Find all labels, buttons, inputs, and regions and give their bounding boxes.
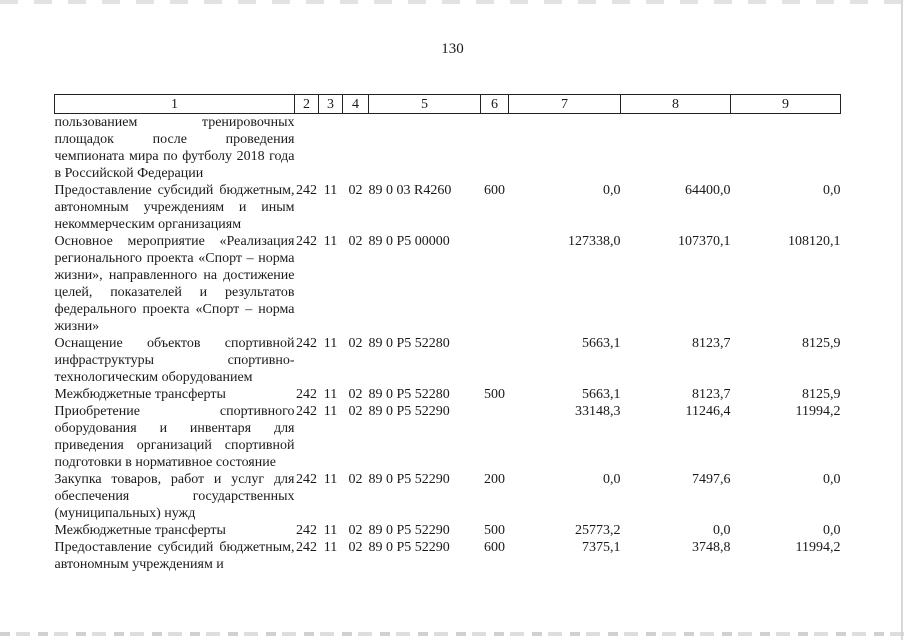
row-description: Приобретение спортивного оборудования и инвентаря для приведения организаций спортивной подготовки в нормативное состояние xyxy=(54,404,295,470)
cell-col4 xyxy=(343,114,369,183)
cell-col3: 11 xyxy=(323,523,338,538)
cell-col3 xyxy=(319,114,343,183)
cell-col4: 02 xyxy=(348,404,363,419)
cell-col2: 242 xyxy=(296,540,317,555)
cell-col9: 8125,9 xyxy=(802,336,841,351)
header-cell: 6 xyxy=(481,95,509,114)
cell-col4: 02 xyxy=(348,183,363,198)
cell-col8: 0,0 xyxy=(713,523,731,538)
cell-col5: 89 0 P5 52290 xyxy=(368,404,450,419)
table-row xyxy=(55,335,841,386)
cell-col5: 89 0 P5 52280 xyxy=(368,336,450,351)
cell-col2: 242 xyxy=(296,472,317,487)
row-description: Оснащение объектов спортивной инфраструктуры спортивно-технологическим оборудованием xyxy=(54,336,295,385)
cell-col4: 02 xyxy=(348,540,363,555)
row-description: Межбюджетные трансферты xyxy=(54,387,226,402)
table-row xyxy=(55,522,841,539)
cell-col3: 11 xyxy=(323,234,338,249)
cell-col2: 242 xyxy=(296,404,317,419)
cell-col4: 02 xyxy=(348,336,363,351)
header-cell: 7 xyxy=(509,95,621,114)
cell-col8: 64400,0 xyxy=(685,183,731,198)
table-row xyxy=(55,386,841,403)
cell-col3: 11 xyxy=(323,472,338,487)
row-description: Предоставление субсидий бюджетным, автономным учреждениям и xyxy=(54,540,295,572)
cell-col2: 242 xyxy=(296,234,317,249)
cell-col9: 0,0 xyxy=(823,523,841,538)
cell-col7 xyxy=(509,114,621,183)
cell-col3: 11 xyxy=(323,404,338,419)
cell-col2: 242 xyxy=(296,387,317,402)
cell-col9: 108120,1 xyxy=(788,234,841,249)
cell-col7: 5663,1 xyxy=(582,336,621,351)
cell-col8: 8123,7 xyxy=(692,336,731,351)
cell-col7: 5663,1 xyxy=(582,387,621,402)
cell-col5: 89 0 P5 52290 xyxy=(368,472,450,487)
cell-col5 xyxy=(369,114,481,183)
row-description: Межбюджетные трансферты xyxy=(54,523,226,538)
cell-col8: 3748,8 xyxy=(692,540,731,555)
cell-col9 xyxy=(731,114,841,183)
header-cell: 3 xyxy=(319,95,343,114)
cell-col5: 89 0 P5 52280 xyxy=(368,387,450,402)
cell-col8: 8123,7 xyxy=(692,387,731,402)
cell-col4: 02 xyxy=(348,387,363,402)
cell-col3: 11 xyxy=(323,336,338,351)
header-cell: 4 xyxy=(343,95,369,114)
cell-col3: 11 xyxy=(323,387,338,402)
table-row xyxy=(55,471,841,522)
row-description: Предоставление субсидий бюджетным, автономным учреждениям и иным некоммерческим организациям xyxy=(54,183,295,232)
cell-col8 xyxy=(621,114,731,183)
row-description: пользованием тренировочных площадок после проведения чемпионата мира по футболу 2018 года в Российской Федерации xyxy=(54,115,295,181)
header-cell: 1 xyxy=(55,95,295,114)
cell-col9: 11994,2 xyxy=(795,540,841,555)
table-row xyxy=(55,233,841,335)
page-number: 130 xyxy=(441,41,464,57)
budget-table xyxy=(54,94,841,573)
cell-col6 xyxy=(481,233,509,335)
cell-col9: 11994,2 xyxy=(795,404,841,419)
cell-col6: 500 xyxy=(484,387,505,402)
cell-col4: 02 xyxy=(348,523,363,538)
cell-col4: 02 xyxy=(348,234,363,249)
cell-col3: 11 xyxy=(323,183,338,198)
cell-col6: 500 xyxy=(484,523,505,538)
scan-edge-top xyxy=(0,0,905,4)
cell-col5: 89 0 P5 00000 xyxy=(368,234,450,249)
cell-col5: 89 0 P5 52290 xyxy=(368,523,450,538)
table-row xyxy=(55,403,841,471)
cell-col5: 89 0 P5 52290 xyxy=(368,540,450,555)
header-cell: 9 xyxy=(731,95,841,114)
cell-col2 xyxy=(295,114,319,183)
cell-col6 xyxy=(481,403,509,471)
scan-edge-right xyxy=(901,0,903,640)
cell-col3: 11 xyxy=(323,540,338,555)
cell-col6 xyxy=(481,114,509,183)
table-row xyxy=(55,114,841,183)
cell-col9: 0,0 xyxy=(823,472,841,487)
row-description: Основное мероприятие «Реализация регионального проекта «Спорт – норма жизни», направленного на достижение целей, показателей и результатов федерального проекта «Спорт – норма жизни» xyxy=(54,234,295,334)
cell-col6 xyxy=(481,335,509,386)
table-row xyxy=(55,539,841,573)
header-cell: 2 xyxy=(295,95,319,114)
cell-col8: 7497,6 xyxy=(692,472,731,487)
cell-col6: 200 xyxy=(484,472,505,487)
header-cell: 8 xyxy=(621,95,731,114)
cell-col7: 25773,2 xyxy=(575,523,621,538)
cell-col9: 0,0 xyxy=(823,183,841,198)
cell-col7: 127338,0 xyxy=(568,234,621,249)
table-row xyxy=(55,182,841,233)
cell-col6: 600 xyxy=(484,540,505,555)
cell-col2: 242 xyxy=(296,336,317,351)
cell-col8: 11246,4 xyxy=(685,404,731,419)
cell-col2: 242 xyxy=(296,183,317,198)
header-row xyxy=(55,95,841,114)
cell-col7: 7375,1 xyxy=(582,540,621,555)
cell-col7: 33148,3 xyxy=(575,404,621,419)
cell-col7: 0,0 xyxy=(603,472,621,487)
cell-col9: 8125,9 xyxy=(802,387,841,402)
cell-col7: 0,0 xyxy=(603,183,621,198)
header-cell: 5 xyxy=(369,95,481,114)
cell-col2: 242 xyxy=(296,523,317,538)
cell-col8: 107370,1 xyxy=(678,234,731,249)
cell-col5: 89 0 03 R4260 xyxy=(368,183,452,198)
scan-edge-bottom xyxy=(0,632,905,636)
cell-col6: 600 xyxy=(484,183,505,198)
row-description: Закупка товаров, работ и услуг для обеспечения государственных (муниципальных) нужд xyxy=(54,472,295,521)
cell-col4: 02 xyxy=(348,472,363,487)
